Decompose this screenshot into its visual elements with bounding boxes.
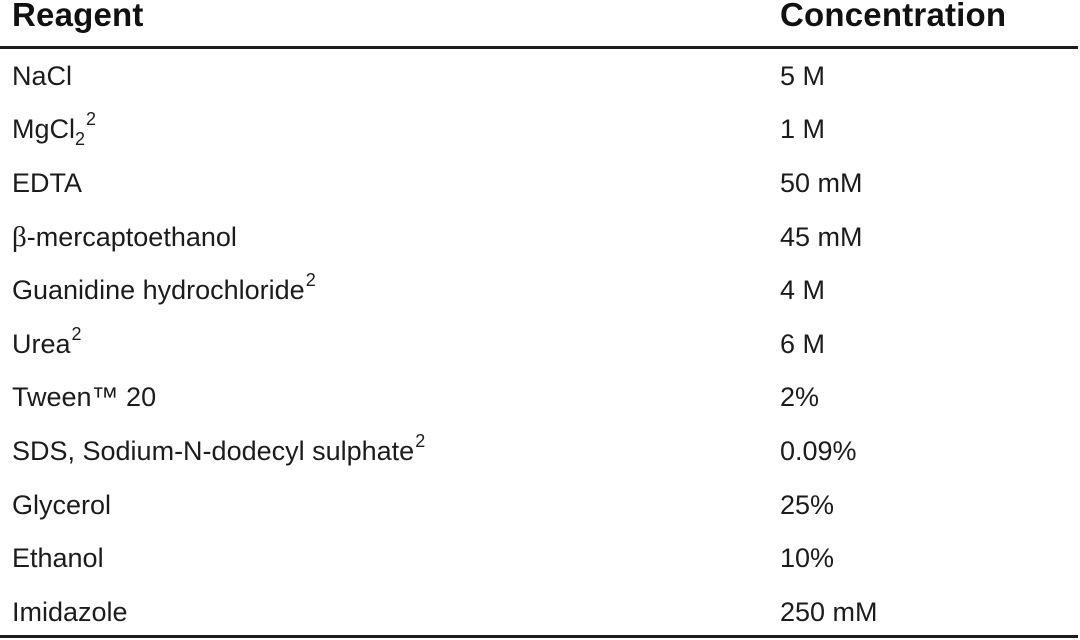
table-row (0, 317, 1078, 371)
table-body (0, 49, 1078, 639)
table-row (0, 263, 1078, 317)
greek-beta: β (12, 220, 27, 253)
concentration-cell: 6 M (780, 328, 826, 359)
table-row (0, 585, 1078, 639)
table-row (0, 210, 1078, 264)
table-row (0, 478, 1078, 532)
footnote-marker: 2 (305, 270, 316, 291)
reagent-cell: EDTA (12, 167, 83, 198)
table-bottom-rule (0, 635, 1078, 638)
footnote-marker: 2 (415, 430, 426, 451)
concentration-cell: 5 M (780, 60, 826, 91)
footnote-marker: 2 (71, 323, 82, 344)
table-row (0, 156, 1078, 210)
table-row (0, 531, 1078, 585)
table-row (0, 371, 1078, 425)
reagent-cell: NaCl (12, 60, 73, 91)
reagent-cell: Tween™ 20 (12, 382, 157, 413)
reagent-cell: SDS, Sodium-N-dodecyl sulphate$^2$ (12, 430, 426, 466)
footnote-marker: 2 (86, 109, 97, 130)
reagent-cell: Urea$^2$ (12, 323, 82, 359)
subscript: 2 (75, 129, 86, 150)
reagent-cell: β-mercaptoethanol (12, 220, 237, 253)
concentration-cell: 10% (780, 543, 835, 574)
concentration-cell: 45 mM (780, 221, 863, 252)
table-header-row (0, 0, 1078, 49)
table-row (0, 103, 1078, 157)
reagent-cell: Ethanol (12, 543, 104, 574)
concentration-cell: 50 mM (780, 167, 863, 198)
reagent-cell: MgCl$_2^2$ (12, 109, 97, 150)
reagent-cell: Imidazole (12, 596, 128, 627)
header-reagent: Reagent (12, 0, 144, 33)
concentration-cell: 25% (780, 489, 835, 520)
reagent-cell: Guanidine hydrochloride$^2$ (12, 270, 316, 306)
concentration-cell: 250 mM (780, 596, 878, 627)
concentration-cell: 4 M (780, 275, 826, 306)
concentration-cell: 0.09% (780, 435, 857, 466)
table-row (0, 424, 1078, 478)
concentration-cell: 1 M (780, 114, 826, 145)
reagent-cell: Glycerol (12, 489, 112, 520)
header-concentration: Concentration (780, 0, 1007, 33)
table-row (0, 49, 1078, 103)
concentration-cell: 2% (780, 382, 820, 413)
